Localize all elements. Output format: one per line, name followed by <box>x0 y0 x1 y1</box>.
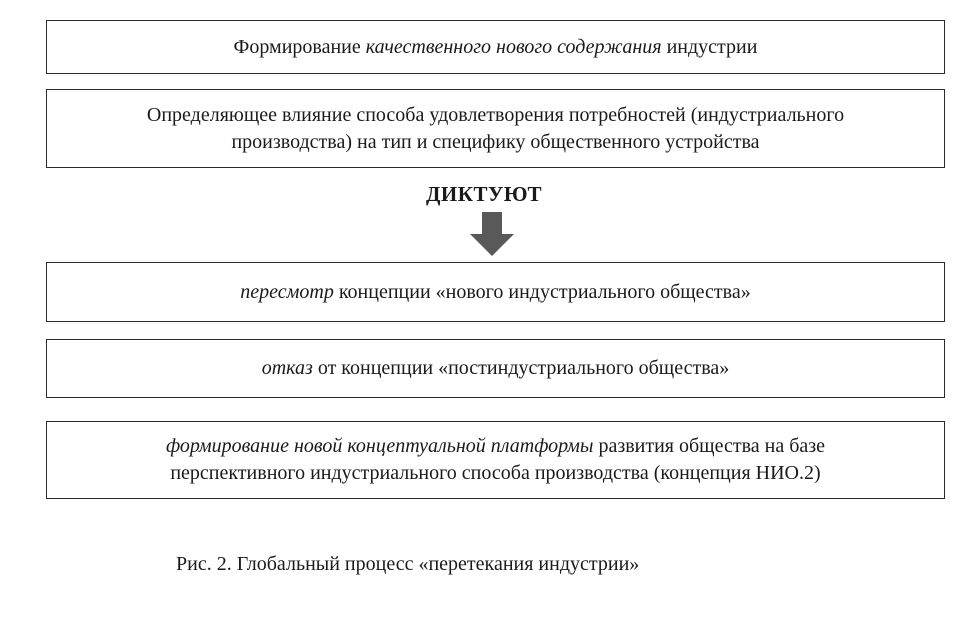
box-new-platform-text: формирование новой концептуальной платформы развития общества на базе перспективного индустриального способа производства (концепция НИО.2) <box>165 435 826 484</box>
box-new-platform-emphasis: формирование новой концептуальной платформы <box>165 435 594 457</box>
box-rejection-emphasis: отказ <box>261 357 313 379</box>
arrow-down-shape <box>470 212 514 256</box>
box-new-content-text: Формирование качественного нового содержания индустрии <box>233 35 758 58</box>
arrow-down-icon <box>470 212 514 256</box>
box-new-content-emphasis: качественного нового содержания <box>365 35 662 58</box>
figure-caption: Рис. 2. Глобальный процесс «перетекания индустрии» <box>176 553 640 575</box>
box-revision-text: пересмотр концепции «нового индустриального общества» <box>240 280 751 303</box>
box-new-platform <box>46 421 945 499</box>
box-determining-influence-text: Определяющее влияние способа удовлетворения потребностей (индустриального производства) на тип и специфику общественного устройства <box>146 103 845 153</box>
box-revision <box>46 262 945 322</box>
box-new-content <box>46 20 945 74</box>
box-rejection <box>46 339 945 398</box>
box-determining-influence <box>46 89 945 168</box>
box-rejection-text: отказ от концепции «постиндустриального общества» <box>261 357 730 379</box>
connector-label: ДИКТУЮТ <box>425 182 543 206</box>
box-revision-emphasis: пересмотр <box>240 280 334 303</box>
